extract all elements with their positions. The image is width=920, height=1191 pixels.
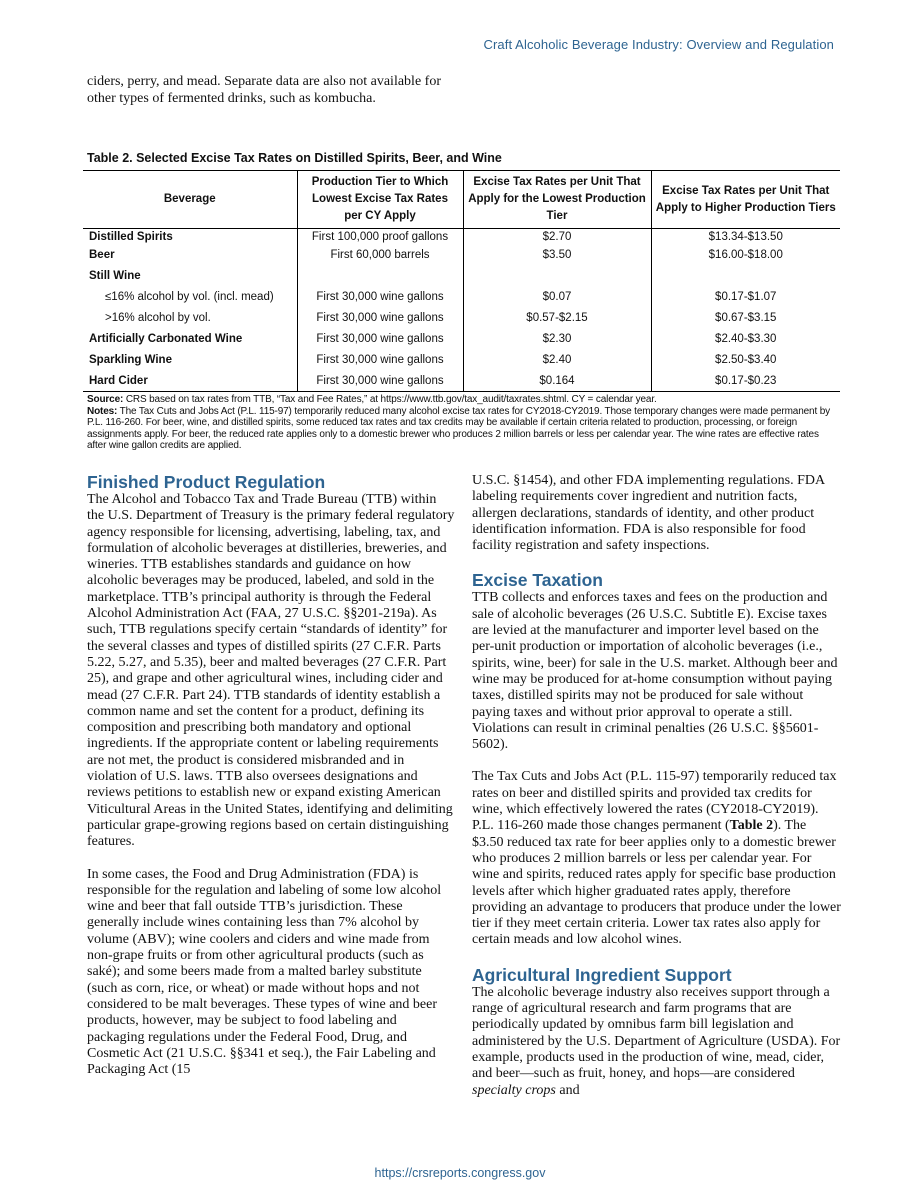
footer-url-link[interactable]: https://crsreports.congress.gov — [374, 1166, 546, 1180]
emphasized-term: specialty crops — [472, 1082, 556, 1098]
header-lowest-tier-rate: Excise Tax Rates per Unit That Apply for the Lowest Production Tier — [463, 171, 651, 229]
tier-cell: First 60,000 barrels — [297, 244, 463, 265]
body-paragraph: In some cases, the Food and Drug Administration (FDA) is responsible for the regulation and labeling of some low alcohol wine and beer that fall outside TTB’s jurisdiction. These generally include wines containing less than 7% alcohol by volume (ABV); wine coolers and ciders and wine made from non-grape fruits or from other agricultural products (such as saké); and some beers made from a malted barley substitute (such as corn, rice, or wheat) or made without hops and not considered to be malt beverages. These types of wine and beer products, however, may be subject to food labeling and packaging regulations under the Federal Food, Drug, and Cosmetic Act (21 U.S.C. §§341 et seq.), the Fair Labeling and Packaging Act (15 — [87, 866, 442, 1078]
table-row — [83, 307, 840, 328]
higher-rate-cell: $0.17-$1.07 — [651, 286, 840, 307]
table-row — [83, 229, 840, 245]
section-heading-excise-taxation: Excise Taxation — [472, 570, 603, 591]
header-production-tier: Production Tier to Which Lowest Excise Tax Rates per CY Apply — [297, 171, 463, 229]
tier-cell: First 30,000 wine gallons — [297, 349, 463, 370]
beverage-cell: Beer — [89, 248, 115, 261]
beverage-cell: Artificially Carbonated Wine — [89, 332, 243, 345]
higher-rate-cell: $0.67-$3.15 — [651, 307, 840, 328]
lowest-rate-cell: $3.50 — [463, 244, 651, 265]
table-row — [83, 349, 840, 370]
higher-rate-cell: $13.34-$13.50 — [651, 229, 840, 245]
right-column — [472, 473, 841, 1115]
paragraph-text: The Tax Cuts and Jobs Act (P.L. 115-97) temporarily reduced tax rates on beer and distilled spirits and provided tax credits for wine, which effectively lowered the rates (CY2018-CY2019). P.L. 116-260 made those changes permanent ( — [472, 769, 837, 834]
higher-rate-cell: $2.40-$3.30 — [651, 328, 840, 349]
paragraph-text: and — [555, 1082, 580, 1098]
lowest-rate-cell: $2.30 — [463, 328, 651, 349]
table-2-reference-link[interactable]: Table 2 — [729, 818, 774, 834]
higher-rate-cell: $16.00-$18.00 — [651, 244, 840, 265]
intro-text: ciders, perry, and mead. Separate data are also not available for other types of fermented drinks, such as kombucha. — [87, 74, 441, 106]
notes-label: Notes: — [87, 405, 118, 417]
lowest-rate-cell: $0.57-$2.15 — [463, 307, 651, 328]
tier-cell: First 100,000 proof gallons — [297, 229, 463, 245]
table-notes-text — [87, 406, 839, 452]
table-row — [83, 328, 840, 349]
body-paragraph: U.S.C. §1454), and other FDA implementing regulations. FDA labeling requirements cover ingredient and nutrition facts, allergen declarations, standards of identity, and other product identification information. FDA is also responsible for food facility registration and safety inspections. — [472, 473, 825, 554]
paragraph-text: ). The $3.50 reduced tax rate for beer applies only to a domestic brewer who produces 2 million barrels or less per calendar year. For wine and spirits, reduced rates apply for specific base production levels after which higher graduated rates apply, therefore providing an advantage to producers that produce under the lower tier if they meet certain criteria. Lower tax rates also apply for certain meads and low alcohol wines. — [472, 818, 841, 948]
section-heading-agricultural-ingredient-support: Agricultural Ingredient Support — [472, 964, 732, 985]
source-label: Source: — [87, 394, 124, 405]
intro-paragraph — [87, 73, 457, 107]
lowest-rate-cell: $2.70 — [463, 229, 651, 245]
table-row — [83, 265, 840, 286]
table-row — [83, 370, 840, 392]
header-higher-tier-rate: Excise Tax Rates per Unit That Apply to Higher Production Tiers — [651, 171, 840, 229]
lowest-rate-cell: $0.07 — [463, 286, 651, 307]
running-header: Craft Alcoholic Beverage Industry: Overview and Regulation — [483, 37, 834, 52]
body-paragraph: The Alcohol and Tobacco Tax and Trade Bureau (TTB) within the U.S. Department of Treasury is the primary federal regulatory agency responsible for licensing, advertising, labeling, tax, and formulation of alcoholic beverages at distilleries, breweries, and wineries. TTB establishes standards and guidance on how alcoholic beverages may be produced, labeled, and sold in the marketplace. TTB’s principal authority is through the Federal Alcohol Administration Act (FAA, 27 U.S.C. §§201-219a). As such, TTB regulations specify certain “standards of identity” for the several classes and types of distilled spirits (27 C.F.R. Parts 5.22, 5.27, and 5.35), beer and malted beverages (27 C.F.R. Part 25), and grape and other agricultural wines, including cider and mead (27 C.F.R. Part 24). TTB standards of identity establish a common name and set the content for a product, defining its composition and prescribing both mandatory and optional ingredients. If the appropriate content or labeling requirements are not met, the product is considered misbranded and in violation of U.S. laws. TTB also oversees designations and reviews petitions to establish new or expand existing American Viticultural Areas in the United States, identifying and delimiting particular grape-growing regions based on certain distinguishing features. — [87, 492, 455, 850]
beverage-cell: Sparkling Wine — [89, 353, 172, 366]
tier-cell: First 30,000 wine gallons — [297, 370, 463, 392]
higher-rate-cell — [651, 265, 840, 286]
body-paragraph — [472, 985, 841, 1099]
table-source — [87, 394, 839, 406]
table-notes — [87, 394, 839, 452]
body-paragraph: TTB collects and enforces taxes and fees on the production and sale of alcoholic beverages (26 U.S.C. Subtitle E). Excise taxes are levied at the manufacturer and importer level based on the per-unit production or importation of alcoholic beverages (i.e., spirits, wine, beer) for sale in the U.S. market. Although beer and wine may be produced for at-home consumption without paying taxes, distilled spirits may not be produced for sale without paying taxes and without prior approval to operate a still. Violations can result in criminal penalties (26 U.S.C. §§5601-5602). — [472, 590, 838, 753]
tier-cell: First 30,000 wine gallons — [297, 328, 463, 349]
notes-text: The Tax Cuts and Jobs Act (P.L. 115-97) temporarily reduced many alcohol excise tax rates for CY2018-CY2019. Those temporary changes were made permanent by P.L. 116-260. For beer, wine, and distilled spirits, some reduced tax rates and tax credits may be available if certain criteria related to production, processing, or foreign assignments apply. For beer, the reduced rate applies only to a domestic brewer who produces 2 million barrels or less per calendar year. The wine rates are effective rates after wine gallon credits are applied. — [87, 405, 830, 451]
paragraph-text: The alcoholic beverage industry also receives support through a range of agricultural research and farm programs that are periodically updated by omnibus farm bill legislation and administered by the U.S. Department of Agriculture (USDA). For example, products used in the production of wine, mead, cider, and beer—such as fruit, honey, and hops—are considered — [472, 984, 841, 1082]
beverage-cell: Hard Cider — [89, 374, 148, 387]
tier-cell: First 30,000 wine gallons — [297, 307, 463, 328]
beverage-cell: >16% alcohol by vol. — [105, 311, 211, 324]
table-row — [83, 286, 840, 307]
table-title: Table 2. Selected Excise Tax Rates on Distilled Spirits, Beer, and Wine — [87, 151, 502, 165]
header-beverage: Beverage — [163, 193, 216, 205]
beverage-cell: ≤16% alcohol by vol. (incl. mead) — [105, 290, 274, 303]
beverage-cell: Distilled Spirits — [89, 230, 173, 243]
section-heading-finished-product-regulation: Finished Product Regulation — [87, 472, 326, 492]
left-column — [87, 472, 455, 1094]
lowest-rate-cell: $2.40 — [463, 349, 651, 370]
excise-tax-table — [83, 170, 840, 392]
source-text: CRS based on tax rates from TTB, “Tax and Fee Rates,” at https://www.ttb.gov/tax_audit/taxrates.shtml. CY = calendar year. — [125, 394, 657, 405]
table-row — [83, 244, 840, 265]
table-header-row — [83, 171, 840, 229]
beverage-cell: Still Wine — [89, 269, 141, 282]
body-paragraph — [472, 769, 841, 948]
tier-cell — [297, 265, 463, 286]
tier-cell: First 30,000 wine gallons — [297, 286, 463, 307]
higher-rate-cell: $2.50-$3.40 — [651, 349, 840, 370]
higher-rate-cell: $0.17-$0.23 — [651, 370, 840, 392]
lowest-rate-cell: $0.164 — [463, 370, 651, 392]
lowest-rate-cell — [463, 265, 651, 286]
